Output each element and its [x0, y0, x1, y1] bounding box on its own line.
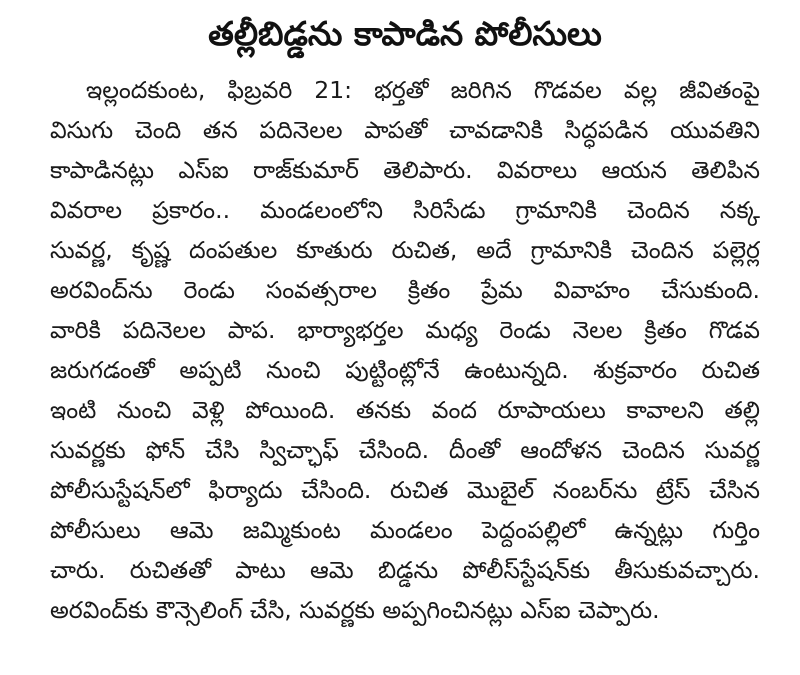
article-line: సువర్ణ, కృష్ణ దంపతుల కూతురు రుచిత, అదే గ్రామానికి చెందిన పల్లెర్ల	[50, 236, 760, 264]
article-line: అరవింద్‌ను రెండు సంవత్సరాల క్రితం ప్రేమ వివాహం చేసుకుంది.	[50, 276, 760, 304]
article-line: ఇల్లందకుంట, ఫిబ్రవరి 21: భర్తతో జరిగిన గొడవల వల్ల జీవితంపై	[86, 76, 760, 104]
article-line: కాపాడినట్లు ఎస్ఐ రాజ్‌కుమార్ తెలిపారు. వివరాలు ఆయన తెలిపిన	[50, 156, 760, 184]
article-line: అరవింద్‌కు కౌన్సెలింగ్ చేసి, సువర్ణకు అప్పగించినట్లు ఎస్ఐ చెప్పారు.	[50, 596, 660, 624]
article-line: వారికి పదినెలల పాప. భార్యాభర్తల మధ్య రెండు నెలల క్రితం గొడవ	[50, 316, 760, 344]
article-line: పోలీసుస్టేషన్‌లో ఫిర్యాదు చేసింది. రుచిత మొబైల్ నంబర్‌ను ట్రేస్ చేసిన	[50, 476, 760, 504]
article-line: జరుగడంతో అప్పటి నుంచి పుట్టింట్లోనే ఉంటున్నది. శుక్రవారం రుచిత	[50, 356, 760, 384]
article-line: విసుగు చెంది తన పదినెలల పాపతో చావడానికి సిద్ధపడిన యువతిని	[50, 116, 760, 144]
article-line: సువర్ణకు ఫోన్ చేసి స్విచ్ఛాఫ్ చేసింది. దీంతో ఆందోళన చెందిన సువర్ణ	[50, 436, 760, 464]
article-line: చారు. రుచితతో పాటు ఆమె బిడ్డను పోలీస్‌స్టేషన్‌కు తీసుకువచ్చారు.	[50, 556, 760, 584]
article-headline: తల్లీబిడ్డను కాపాడిన పోలీసులు	[208, 14, 602, 53]
article-line: ఇంటి నుంచి వెళ్లి పోయింది. తనకు వంద రూపాయలు కావాలని తల్లి	[50, 396, 760, 424]
news-article	[50, 10, 760, 665]
article-line: పోలీసులు ఆమె జమ్మికుంట మండలం పెద్దంపల్లిలో ఉన్నట్లు గుర్తిం	[50, 516, 760, 544]
article-body	[50, 70, 760, 630]
article-line: వివరాల ప్రకారం.. మండలంలోని సిరిసేడు గ్రామానికి చెందిన నక్క	[50, 196, 760, 224]
